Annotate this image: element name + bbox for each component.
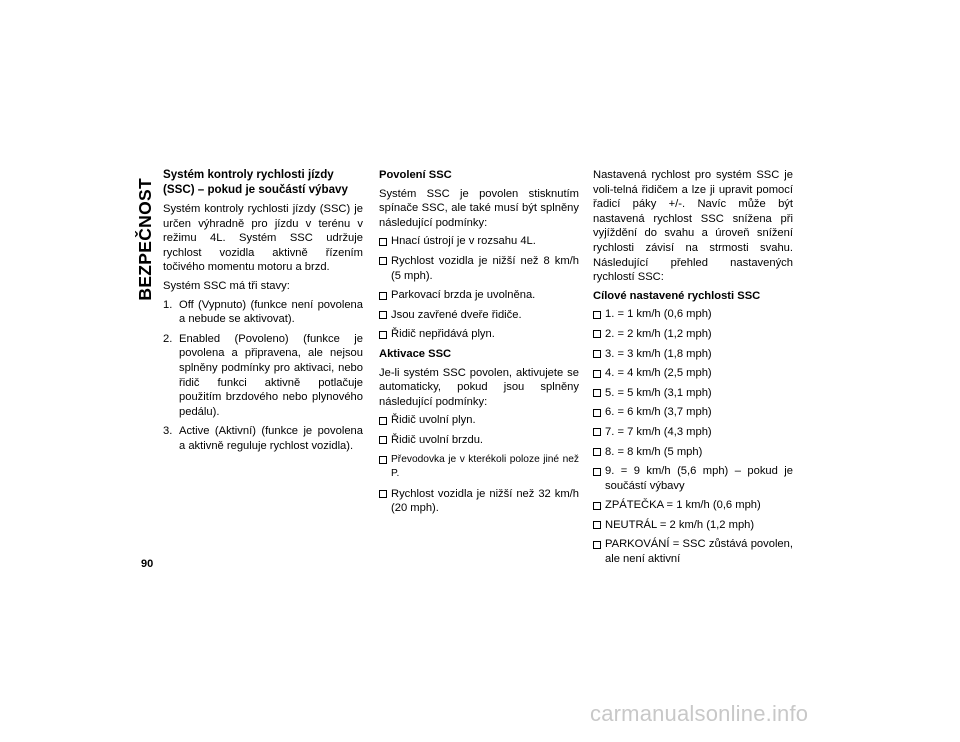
checkbox-bullet-icon bbox=[593, 370, 601, 378]
checkbox-bullet-icon bbox=[593, 448, 601, 456]
column-2 bbox=[379, 168, 579, 521]
ssc-activation-paragraph: Je-li systém SSC povolen, aktivujete se automaticky, pokud jsou splněny následující podmínky: bbox=[379, 366, 579, 408]
watermark: carmanualsonline.info bbox=[590, 701, 809, 726]
list-item bbox=[163, 298, 363, 327]
list-item bbox=[593, 425, 793, 440]
list-item-number: 3. bbox=[163, 425, 173, 438]
list-item bbox=[593, 518, 793, 533]
list-item-number: 2. bbox=[163, 332, 173, 345]
ssc-states-intro: Systém SSC má tři stavy: bbox=[163, 279, 290, 292]
list-item-text: 4. = 4 km/h (2,5 mph) bbox=[605, 367, 712, 380]
section-side-title-text: BEZPEČNOST bbox=[134, 177, 155, 301]
list-item bbox=[593, 347, 793, 362]
column-3 bbox=[593, 168, 793, 572]
checkbox-bullet-icon bbox=[379, 238, 387, 246]
checkbox-bullet-icon bbox=[379, 331, 387, 339]
list-item-text: Řidič uvolní brzdu. bbox=[391, 433, 484, 446]
checkbox-bullet-icon bbox=[593, 389, 601, 397]
list-item bbox=[593, 498, 793, 513]
list-item bbox=[593, 327, 793, 342]
list-item bbox=[379, 254, 579, 283]
list-item-text: Řidič uvolní plyn. bbox=[391, 414, 476, 427]
list-item-text: Řidič nepřidává plyn. bbox=[391, 328, 495, 341]
list-item bbox=[379, 308, 579, 323]
list-item-text: 3. = 3 km/h (1,8 mph) bbox=[605, 347, 712, 360]
ssc-target-speeds-list bbox=[593, 307, 793, 566]
checkbox-bullet-icon bbox=[593, 541, 601, 549]
ssc-states-list bbox=[163, 298, 363, 454]
list-item bbox=[379, 327, 579, 342]
ssc-intro-paragraph: Systém kontroly rychlosti jízdy (SSC) je určen výhradně pro jízdu v terénu v režimu 4L. Systém SSC udržuje rychlost vozidla aktivně řízením točivého momentu motoru a brzd. bbox=[163, 203, 363, 274]
list-item-text: Off (Vypnuto) (funkce není povolena a nebude se aktivovat). bbox=[179, 298, 363, 326]
list-item bbox=[593, 464, 793, 493]
list-item-text: ZPÁTEČKA = 1 km/h (0,6 mph) bbox=[605, 499, 761, 512]
list-item-text: Enabled (Povoleno) (funkce je povolena a připravena, ale nejsou splněny podmínky pro aktivaci, nebo řidič funkci aktivně potlačuje použitím brzdového nebo plynového pedálu). bbox=[179, 332, 363, 418]
ssc-activation-heading: Aktivace SSC bbox=[379, 347, 452, 360]
ssc-enable-conditions bbox=[379, 234, 579, 342]
list-item-text: NEUTRÁL = 2 km/h (1,2 mph) bbox=[605, 518, 755, 531]
checkbox-bullet-icon bbox=[593, 468, 601, 476]
list-item-text: PARKOVÁNÍ = SSC zůstává povolen, ale není aktivní bbox=[605, 538, 793, 566]
list-item-text: Hnací ústrojí je v rozsahu 4L. bbox=[391, 235, 536, 248]
list-item bbox=[379, 433, 579, 448]
checkbox-bullet-icon bbox=[593, 502, 601, 510]
page-number: 90 bbox=[141, 558, 154, 570]
checkbox-bullet-icon bbox=[379, 456, 387, 464]
list-item-text: Jsou zavřené dveře řidiče. bbox=[391, 308, 522, 321]
checkbox-bullet-icon bbox=[379, 417, 387, 425]
list-item bbox=[163, 332, 363, 420]
checkbox-bullet-icon bbox=[593, 409, 601, 417]
list-item bbox=[593, 366, 793, 381]
ssc-enable-paragraph: Systém SSC je povolen stisknutím spínače SSC, ale také musí být splněny následující podmínky: bbox=[379, 187, 579, 229]
checkbox-bullet-icon bbox=[593, 330, 601, 338]
checkbox-bullet-icon bbox=[593, 311, 601, 319]
section-side-title bbox=[132, 173, 158, 305]
ssc-enable-heading: Povolení SSC bbox=[379, 169, 452, 181]
list-item-text: Rychlost vozidla je nižší než 32 km/h (20 mph). bbox=[391, 487, 579, 515]
list-item bbox=[593, 537, 793, 566]
ssc-heading: Systém kontroly rychlosti jízdy (SSC) – pokud je součástí výbavy bbox=[163, 168, 348, 196]
list-item-number: 1. bbox=[163, 298, 173, 311]
checkbox-bullet-icon bbox=[379, 436, 387, 444]
list-item bbox=[593, 405, 793, 420]
ssc-target-speeds-heading: Cílové nastavené rychlosti SSC bbox=[593, 289, 761, 302]
checkbox-bullet-icon bbox=[379, 257, 387, 265]
column-1 bbox=[163, 168, 363, 459]
list-item-text: Převodovka je v kterékoli poloze jiné než P. bbox=[391, 453, 579, 480]
list-item-text: Parkovací brzda je uvolněna. bbox=[391, 289, 536, 302]
list-item bbox=[163, 424, 363, 453]
list-item-text: 7. = 7 km/h (4,3 mph) bbox=[605, 425, 712, 438]
list-item-text: 8. = 8 km/h (5 mph) bbox=[605, 445, 703, 458]
list-item-text: 9. = 9 km/h (5,6 mph) – pokud je součástí výbavy bbox=[605, 465, 793, 492]
list-item bbox=[379, 234, 579, 249]
checkbox-bullet-icon bbox=[379, 311, 387, 319]
checkbox-bullet-icon bbox=[593, 350, 601, 358]
list-item bbox=[593, 386, 793, 401]
list-item bbox=[379, 413, 579, 428]
list-item bbox=[379, 288, 579, 303]
list-item bbox=[379, 453, 579, 482]
list-item-text: 5. = 5 km/h (3,1 mph) bbox=[605, 386, 712, 399]
ssc-activation-conditions bbox=[379, 413, 579, 516]
list-item-text: Rychlost vozidla je nižší než 8 km/h (5 mph). bbox=[391, 254, 579, 282]
list-item-text: Active (Aktivní) (funkce je povolena a aktivně reguluje rychlost vozidla). bbox=[179, 425, 363, 452]
list-item bbox=[379, 487, 579, 516]
list-item-text: 1. = 1 km/h (0,6 mph) bbox=[605, 308, 712, 321]
list-item bbox=[593, 307, 793, 322]
list-item-text: 6. = 6 km/h (3,7 mph) bbox=[605, 406, 712, 419]
list-item bbox=[593, 445, 793, 460]
checkbox-bullet-icon bbox=[379, 490, 387, 498]
ssc-speed-paragraph: Nastavená rychlost pro systém SSC je voli-telná řidičem a lze ji upravit pomocí řadicí páky +/-. Navíc může být nastavená rychlost SSC snížena při vyjíždění do svahu a úroveň snížení rychlosti závisí na strmosti svahu. Následující přehled nastavených rychlostí SSC: bbox=[593, 169, 793, 284]
checkbox-bullet-icon bbox=[593, 521, 601, 529]
checkbox-bullet-icon bbox=[379, 292, 387, 300]
checkbox-bullet-icon bbox=[593, 428, 601, 436]
list-item-text: 2. = 2 km/h (1,2 mph) bbox=[605, 327, 712, 340]
